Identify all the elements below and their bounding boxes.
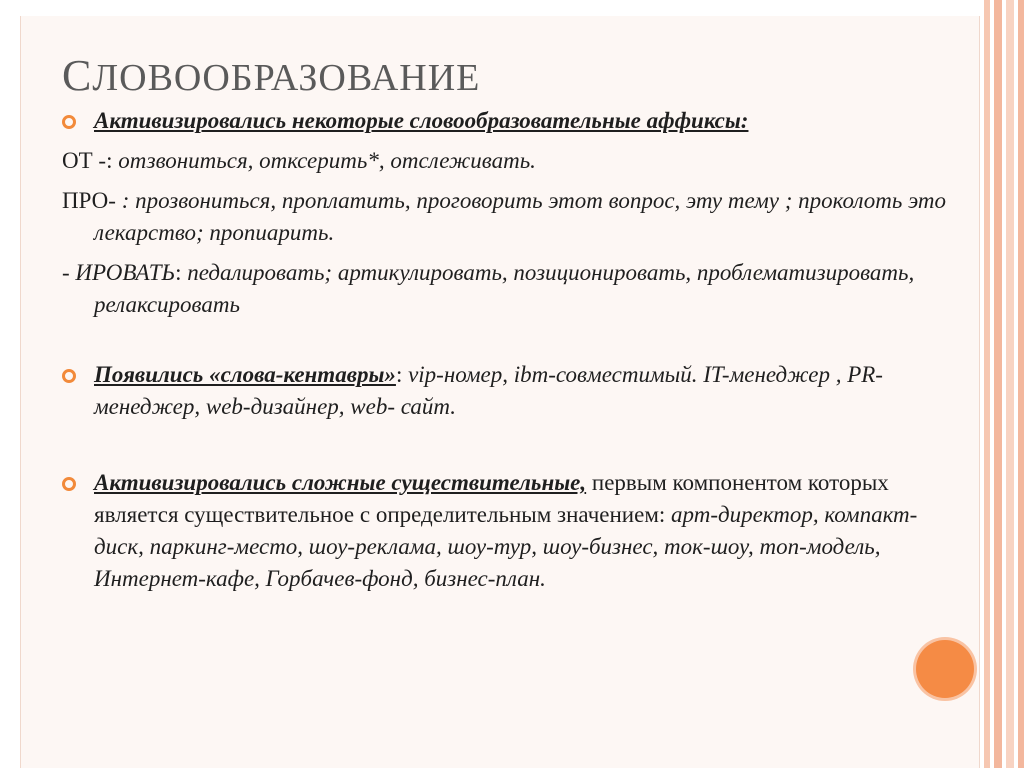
- prefix-pro-line: [62, 185, 962, 249]
- prefix-ot: ОТ -:: [62, 148, 119, 173]
- bullet-compounds: [62, 467, 962, 595]
- suffix-colon: :: [175, 260, 188, 285]
- prefix-ot-line: [62, 145, 962, 177]
- slide-title: [62, 50, 480, 101]
- centaurs-colon: :: [395, 362, 409, 387]
- suffix-irovat: ИРОВАТЬ: [75, 260, 176, 285]
- prefix-pro-examples: : прозвониться, проплатить, проговорить этот вопрос, эту тему ; проколоть это лекарство; пропиарить.: [94, 188, 947, 245]
- affixes-heading: Активизировались некоторые словообразовательные аффиксы:: [94, 108, 749, 133]
- prefix-ot-examples: отзвониться, отксерить*, отслеживать.: [118, 148, 536, 173]
- bullet-icon: [62, 369, 76, 383]
- compounds-examples: арт-директор, компакт-диск, паркинг-место, шоу-реклама, шоу-тур, шоу-бизнес, ток-шоу, топ-модель, Интернет-кафе, Горбачев-фонд, бизнес-план.: [94, 502, 918, 591]
- decorative-circle: [916, 640, 974, 698]
- suffix-irovat-examples: педалировать; артикулировать, позиционировать, проблематизировать, релаксировать: [94, 260, 915, 317]
- prefix-pro: ПРО-: [62, 188, 122, 213]
- suffix-dash: -: [62, 260, 76, 285]
- compounds-heading: Активизировались сложные существительные,: [94, 470, 587, 495]
- bullet-centaurs: [62, 359, 962, 423]
- title-rest: ЛОВООБРАЗОВАНИЕ: [92, 57, 481, 99]
- title-first-letter: С: [62, 51, 93, 100]
- centaurs-examples: vip-номер, ibm-совместимый. IT-менеджер , PR-менеджер, web-дизайнер, web- сайт.: [94, 362, 883, 419]
- bullet-affixes: [62, 105, 962, 137]
- compounds-text: первым компонентом которых является существительное с определительным значением:: [94, 470, 889, 527]
- slide-content: [62, 105, 962, 603]
- suffix-irovat-line: [62, 257, 962, 321]
- centaurs-heading: Появились «слова-кентавры»: [94, 362, 396, 387]
- decorative-stripes: [980, 0, 1024, 768]
- bullet-icon: [62, 477, 76, 491]
- bullet-icon: [62, 115, 76, 129]
